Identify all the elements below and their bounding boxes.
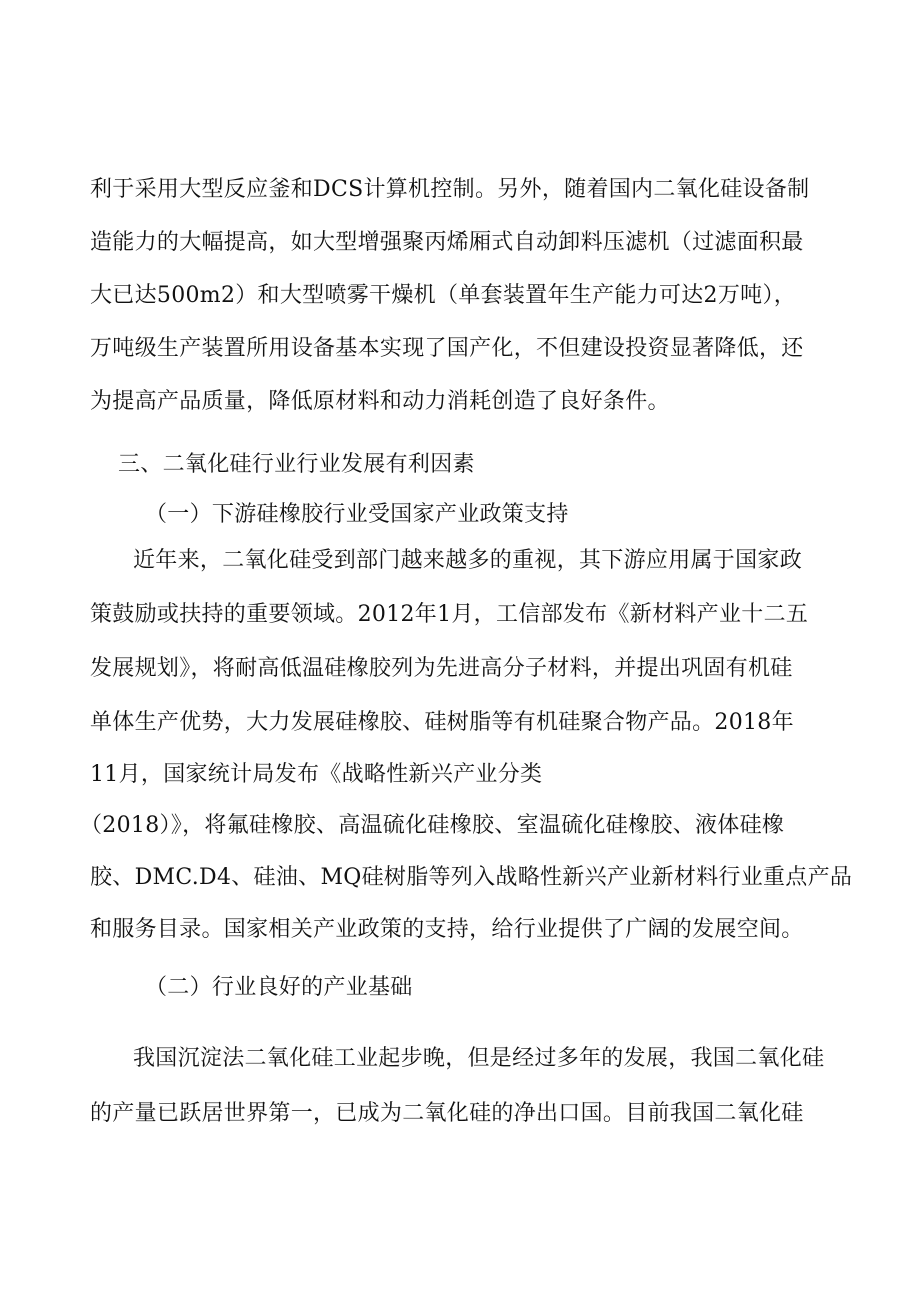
paragraph-line: 我国沉淀法二氧化硅工业起步晚，但是经过多年的发展，我国二氧化硅 bbox=[133, 1046, 825, 1071]
paragraph-line: 造能力的大幅提高，如大型增强聚丙烯厢式自动卸料压滤机（过滤面积最 bbox=[90, 230, 804, 255]
paragraph-line: 利于采用大型反应釜和DCS计算机控制。另外，随着国内二氧化硅设备制 bbox=[90, 177, 810, 202]
paragraph-line: 的产量已跃居世界第一，已成为二氧化硅的净出口国。目前我国二氧化硅 bbox=[90, 1101, 804, 1126]
paragraph-line: 大已达500m2）和大型喷雾干燥机（单套装置年生产能力可达2万吨）， bbox=[90, 283, 797, 308]
subheading: （一）下游硅橡胶行业受国家产业政策支持 bbox=[145, 502, 569, 527]
paragraph-line: 万吨级生产装置所用设备基本实现了国产化，不但建设投资显著降低，还 bbox=[90, 336, 804, 361]
paragraph-line: 策鼓励或扶持的重要领域。2012年1月，工信部发布《新材料产业十二五 bbox=[90, 602, 809, 627]
paragraph-line: 近年来，二氧化硅受到部门越来越多的重视，其下游应用属于国家政 bbox=[133, 548, 803, 573]
subheading: （二）行业良好的产业基础 bbox=[145, 975, 413, 1000]
paragraph-line: 发展规划》，将耐高低温硅橡胶列为先进高分子材料，并提出巩固有机硅 bbox=[90, 656, 793, 681]
paragraph-line: （2018）》，将氟硅橡胶、高温硫化硅橡胶、室温硫化硅橡胶、液体硅橡 bbox=[80, 813, 785, 838]
paragraph-line: 11月，国家统计局发布《战略性新兴产业分类 bbox=[90, 762, 543, 787]
paragraph-line: 胶、DMC.D4、硅油、MQ硅树脂等列入战略性新兴产业新材料行业重点产品 bbox=[90, 865, 853, 890]
paragraph-line: 和服务目录。国家相关产业政策的支持，给行业提供了广阔的发展空间。 bbox=[90, 917, 804, 942]
section-heading: 三、二氧化硅行业行业发展有利因素 bbox=[118, 452, 475, 477]
paragraph-line: 单体生产优势，大力发展硅橡胶、硅树脂等有机硅聚合物产品。2018年 bbox=[90, 710, 794, 735]
paragraph-line: 为提高产品质量，降低原材料和动力消耗创造了良好条件。 bbox=[90, 389, 670, 414]
